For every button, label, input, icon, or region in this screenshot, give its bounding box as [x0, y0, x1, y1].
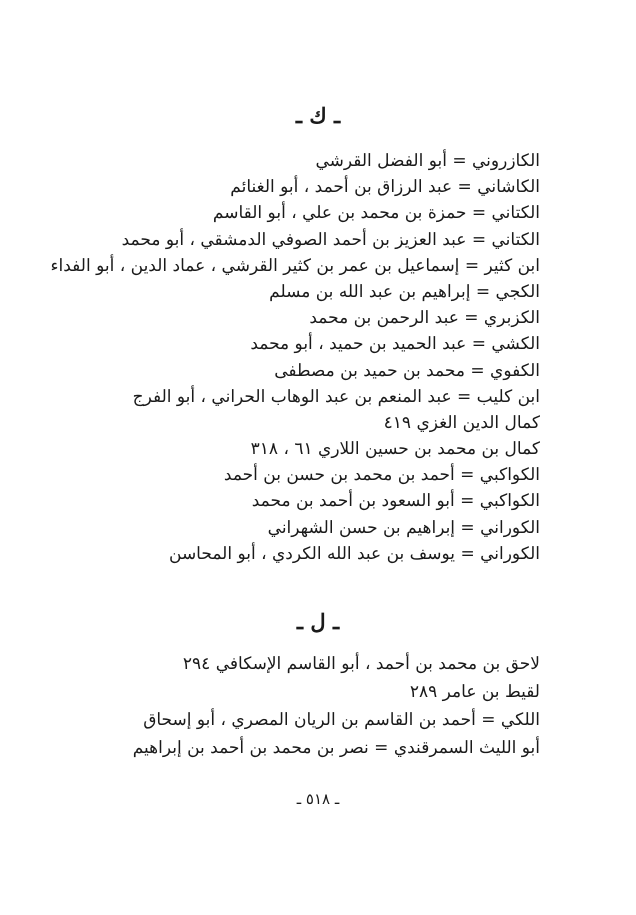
page-number: ـ ٥١٨ ـ — [296, 790, 340, 808]
index-entry: الكشي = عبد الحميد بن حميد ، أبو محمد — [250, 334, 540, 355]
index-entry: الكزبري = عبد الرحمن بن محمد — [309, 308, 540, 329]
index-entry: الكفوي = محمد بن حميد بن مصطفى — [274, 360, 540, 381]
index-entry: الكتاني = عبد العزيز بن أحمد الصوفي الدمشقي ، أبو محمد — [121, 229, 540, 250]
index-entry: الكجي = إبراهيم بن عبد الله بن مسلم — [269, 281, 540, 302]
index-entry: كمال الدين الغزي ٤١٩ — [383, 412, 540, 433]
index-entry: لاحق بن محمد بن أحمد ، أبو القاسم الإسكافي ٢٩٤ — [182, 654, 540, 674]
index-entry: لقيط بن عامر ٢٨٩ — [409, 682, 540, 702]
index-entry: الكاشاني = عبد الرزاق بن أحمد ، أبو الغنائم — [230, 177, 540, 198]
index-entry: الكواكبي = أبو السعود بن أحمد بن محمد — [251, 491, 540, 512]
index-entry: الكواكبي = أحمد بن محمد بن حسن بن أحمد — [223, 465, 540, 486]
index-entry: ابن كليب = عبد المنعم بن عبد الوهاب الحراني ، أبو الفرج — [132, 386, 540, 407]
index-entry: الكوراني = إبراهيم بن حسن الشهراني — [267, 517, 540, 538]
entries-list-lam — [100, 650, 540, 762]
index-entry: كمال بن محمد بن حسين اللاري ٦١ ، ٣١٨ — [250, 439, 540, 460]
index-entry: الكوراني = يوسف بن عبد الله الكردي ، أبو المحاسن — [169, 543, 540, 564]
index-entry: اللكي = أحمد بن القاسم بن الريان المصري ، أبو إسحاق — [143, 710, 540, 730]
index-entry: أبو الليث السمرقندي = نصر بن محمد بن أحمد بن إبراهيم — [132, 738, 540, 758]
section-heading-kaf: ـ ك ـ — [295, 103, 341, 128]
entries-list-kaf — [50, 148, 540, 567]
index-entry: ابن كثير = إسماعيل بن عمر بن كثير القرشي ، عماد الدين ، أبو الفداء — [50, 255, 540, 276]
section-heading-lam: ـ ل ـ — [296, 609, 340, 634]
index-entry: الكتاني = حمزة بن محمد بن علي ، أبو القاسم — [212, 203, 540, 224]
index-entry: الكازروني = أبو الفضل القرشي — [315, 151, 540, 171]
